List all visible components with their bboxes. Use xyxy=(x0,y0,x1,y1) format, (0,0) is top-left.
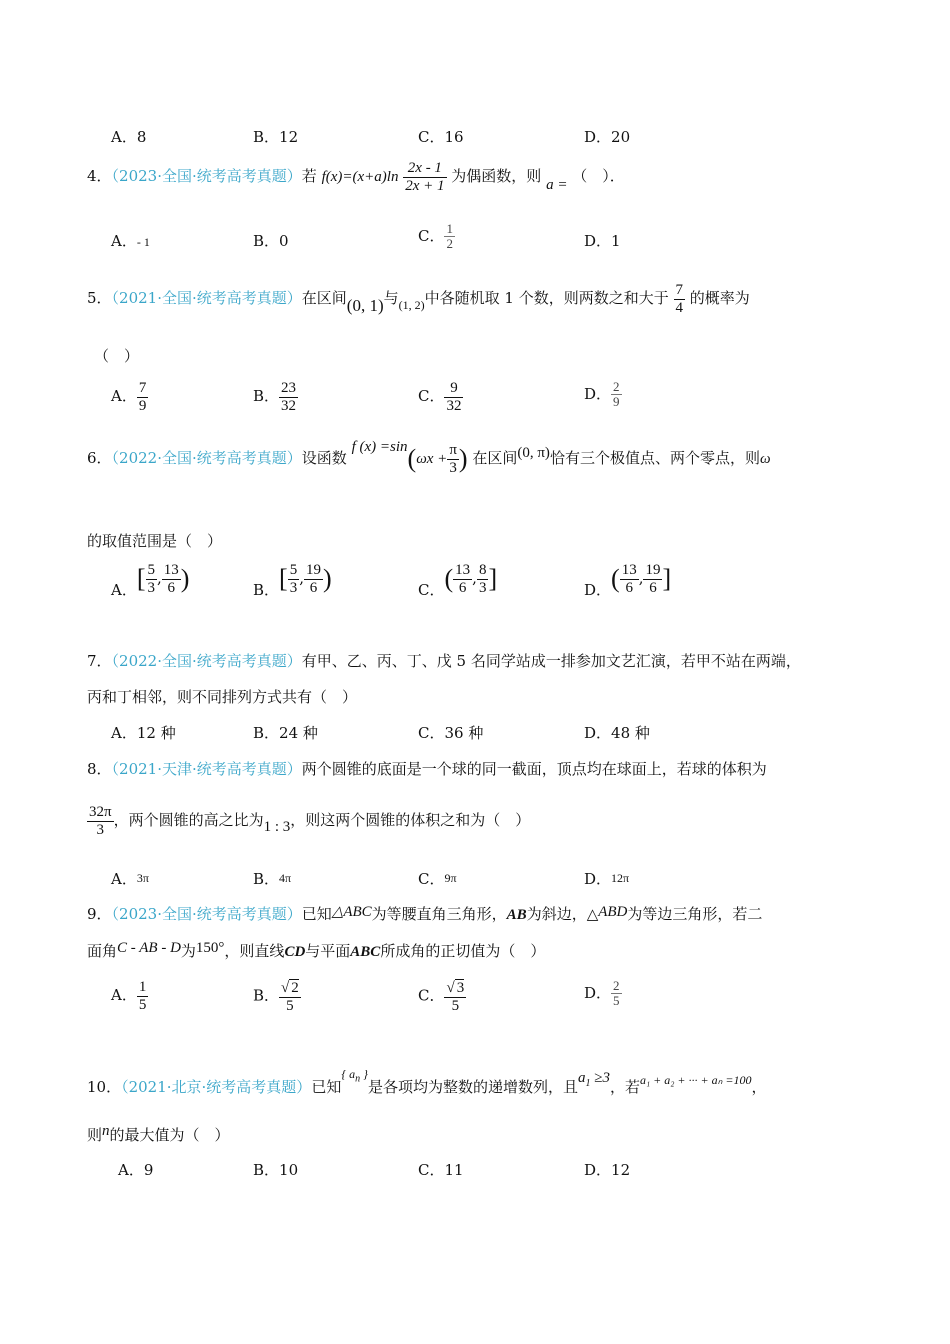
q6-option-b[interactable]: B．[ $\frac{5}{3}$ , $\frac{19}{6}$ ) xyxy=(253,562,332,599)
q8-option-a[interactable]: A．3π xyxy=(111,870,149,888)
q4-option-b[interactable]: B．0 xyxy=(253,232,289,250)
q5-option-d[interactable]: D． $\frac{2}{9}$ xyxy=(584,379,620,410)
q7-source: （2022·全国·统考高考真题） xyxy=(111,652,302,670)
q4-source: （2023·全国·统考高考真题） xyxy=(111,167,302,185)
q10-stem: 10．（2021·北京·统考高考真题）已知$^{\{ a_n \}}$是各项均为整数的递增数列，且$a_1 \ge 3$，若$^{a_1 + a_2 + \cdot\cdot\cdot + a_n =100}$， xyxy=(87,1067,767,1096)
q10-option-c[interactable]: C．11 xyxy=(418,1161,464,1179)
q4-function: f(x)=(x+a)ln xyxy=(321,169,399,185)
q9-option-c[interactable]: C． $\frac{√ 3}{5}$ xyxy=(418,980,465,1014)
q6-option-c[interactable]: C．( $\frac{13}{6}$ , $\frac{8}{3}$ ] xyxy=(418,562,498,599)
q4-option-a[interactable]: A．- 1 xyxy=(111,232,150,250)
q7-stem-line2: 丙和丁相邻，则不同排列方式共有（ ） xyxy=(87,688,358,706)
q4-log-fraction: $\frac{2x - 1}{2x + 1}$ xyxy=(405,160,445,194)
q5-source: （2021·全国·统考高考真题） xyxy=(111,289,302,307)
q8-source: （2021·天津·统考高考真题） xyxy=(111,760,302,778)
q6-option-d[interactable]: D．( $\frac{13}{6}$ , $\frac{19}{6}$ ] xyxy=(584,562,672,599)
q4-stem: 4．（2023·全国·统考高考真题）若 f(x)=(x+a)ln $\frac{2x - 1}{2x + 1}$ 为偶函数，则 a = （ ）． xyxy=(87,160,625,194)
q4-option-d[interactable]: D．1 xyxy=(584,232,621,250)
q3-option-d[interactable]: D．20 xyxy=(584,128,631,146)
q4-option-c[interactable]: C． $\frac{1}{2}$ xyxy=(418,221,453,252)
q3-option-b[interactable]: B．12 xyxy=(253,128,299,146)
q10-stem-line2: 则n的最大值为（ ） xyxy=(87,1123,230,1144)
q5-option-c[interactable]: C． $\frac{9}{32}$ xyxy=(418,380,462,414)
q3-option-a[interactable]: A．8 xyxy=(111,128,147,146)
q8-stem: 8．（2021·天津·统考高考真题）两个圆锥的底面是一个球的同一截面，顶点均在球面上，若球的体积为 xyxy=(87,760,767,778)
q8-stem-line2: $\frac{32\pi}{3}$ ，两个圆锥的高之比为1 : 3，则这两个圆锥的体积之和为（ ） xyxy=(89,804,531,838)
q4-number: 4． xyxy=(87,167,112,185)
q6-stem-line2: 的取值范围是（ ） xyxy=(87,532,223,550)
q7-option-d[interactable]: D．48 种 xyxy=(584,724,650,742)
q5-stem: 5．（2021·全国·统考高考真题）在区间(0, 1)与$_{(1, 2)}$中各随机取 1 个数，则两数之和大于 $\frac{7}{4}$ 的概率为 xyxy=(87,282,750,316)
q8-option-c[interactable]: C．9π xyxy=(418,870,457,888)
q9-source: （2023·全国·统考高考真题） xyxy=(111,905,302,923)
q10-option-a[interactable]: A．9 xyxy=(118,1161,154,1179)
q10-source: （2021·北京·统考高考真题） xyxy=(121,1078,312,1096)
q7-option-b[interactable]: B．24 种 xyxy=(253,724,318,742)
q6-stem: 6．（2022·全国·统考高考真题）设函数 f (x) =sin(ωx + $\frac{\pi}{3}$ ) 在区间(0, π)恰有三个极值点、两个零点，则ω xyxy=(87,439,771,476)
q8-option-b[interactable]: B．4π xyxy=(253,870,292,888)
q10-option-d[interactable]: D．12 xyxy=(584,1161,631,1179)
q6-source: （2022·全国·统考高考真题） xyxy=(111,449,302,467)
q8-option-d[interactable]: D．12π xyxy=(584,870,630,888)
q9-option-d[interactable]: D． $\frac{2}{5}$ xyxy=(584,978,620,1009)
q10-option-b[interactable]: B．10 xyxy=(253,1161,299,1179)
q7-option-a[interactable]: A．12 种 xyxy=(111,724,176,742)
q5-paren: （ ） xyxy=(94,347,140,365)
q9-option-a[interactable]: A． $\frac{1}{5}$ xyxy=(111,979,147,1013)
q5-option-b[interactable]: B． $\frac{23}{32}$ xyxy=(253,380,297,414)
q7-stem: 7．（2022·全国·统考高考真题）有甲、乙、丙、丁、戊 5 名同学站成一排参加文艺汇演，若甲不站在两端， xyxy=(87,652,801,670)
q7-option-c[interactable]: C．36 种 xyxy=(418,724,484,742)
q9-stem-line2: 面角C - AB - D为150°，则直线CD与平面ABC所成角的正切值为（ ） xyxy=(87,940,546,960)
q9-option-b[interactable]: B． $\frac{√ 2}{5}$ xyxy=(253,980,299,1014)
q5-option-a[interactable]: A． $\frac{7}{9}$ xyxy=(111,380,147,414)
q6-option-a[interactable]: A．[ $\frac{5}{3}$ , $\frac{13}{6}$ ) xyxy=(111,562,190,599)
q9-stem: 9．（2023·全国·统考高考真题）已知△ABC为等腰直角三角形，AB为斜边，△ABD为等边三角形，若二 xyxy=(87,904,763,923)
q3-option-c[interactable]: C．16 xyxy=(418,128,464,146)
